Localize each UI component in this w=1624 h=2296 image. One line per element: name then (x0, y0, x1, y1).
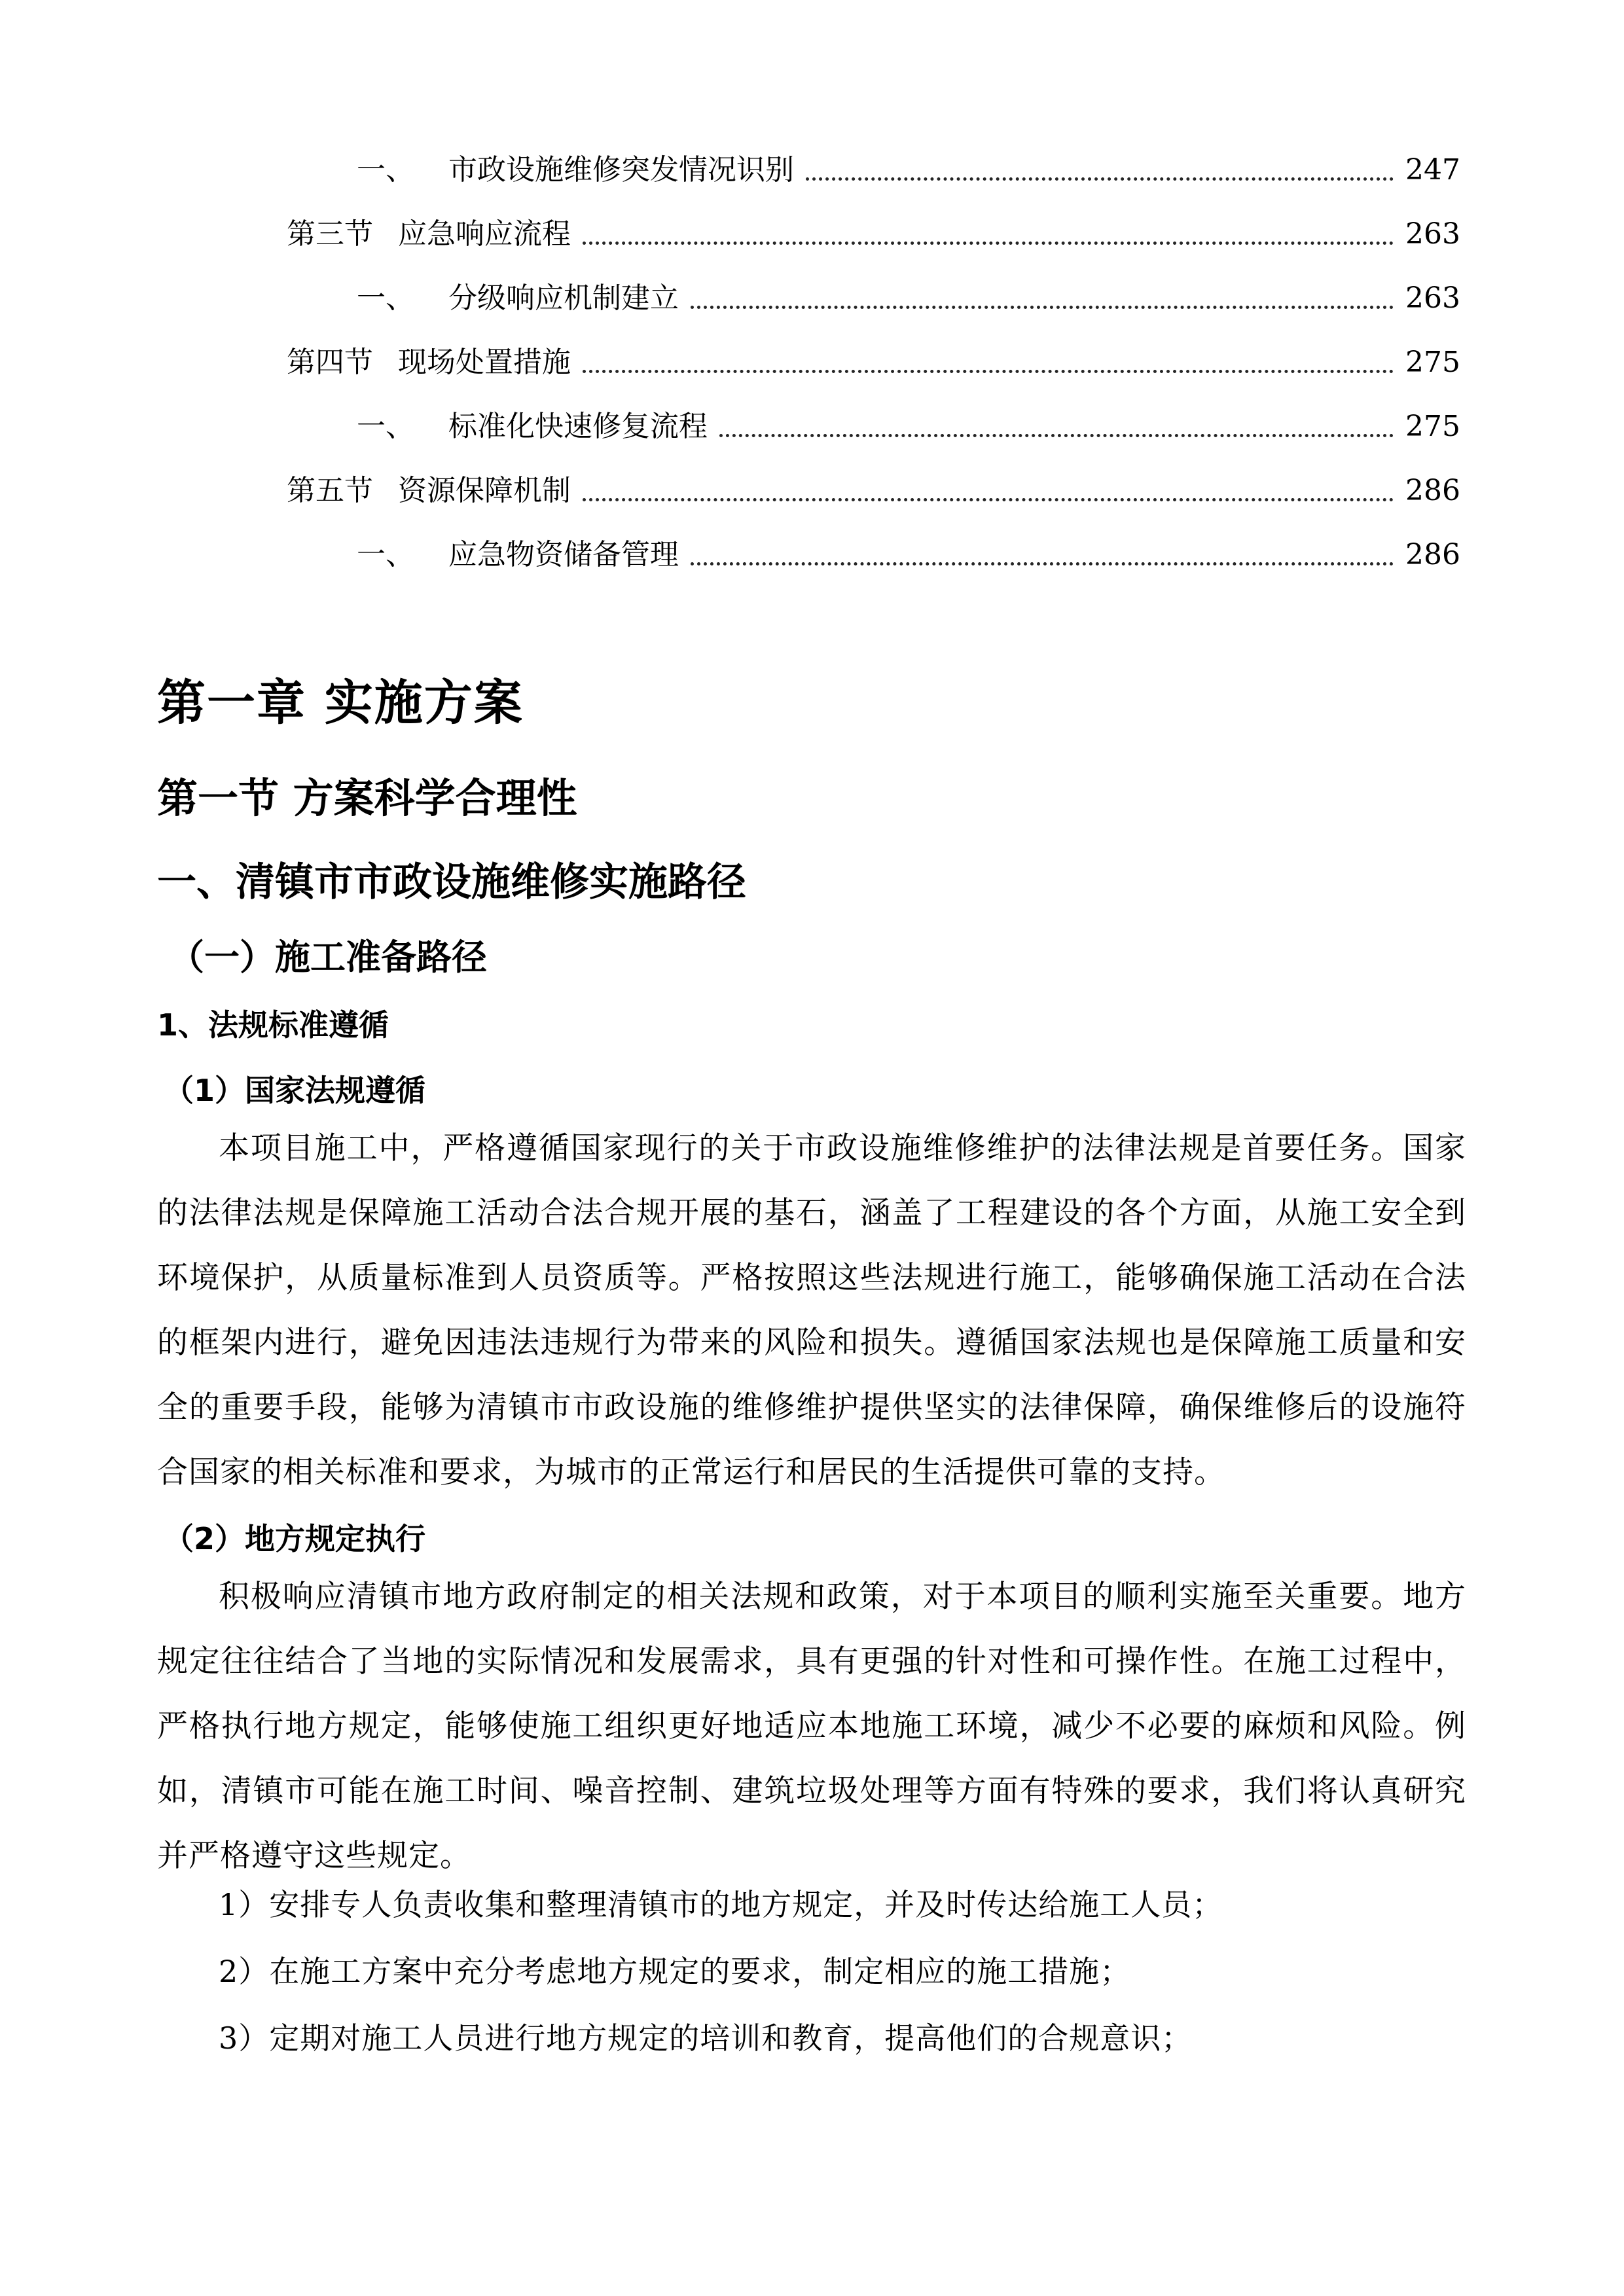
toc-entry-number: 一、 (357, 538, 414, 571)
subsection-title: 1、法规标准遵循 (157, 1007, 389, 1043)
toc-leader-dots (691, 306, 1394, 309)
toc-entry-number: 第四节 (287, 346, 373, 379)
toc-leader-dots (806, 177, 1394, 181)
chapter-title: 第一章 实施方案 (157, 675, 524, 731)
toc-entry[interactable] (357, 279, 1460, 318)
toc-entry[interactable] (287, 215, 1460, 254)
subsection-title: （一）施工准备路径 (169, 937, 487, 978)
toc-entry-title: 分级响应机制建立 (448, 281, 679, 315)
subsection-title: （1）国家法规遵循 (164, 1073, 426, 1108)
toc-entry-title: 应急物资储备管理 (448, 538, 679, 571)
toc-entry-title: 现场处置措施 (398, 346, 571, 379)
list-item: 2）在施工方案中充分考虑地方规定的要求，制定相应的施工措施； (219, 1954, 1131, 1989)
toc-entry-title: 标准化快速修复流程 (448, 410, 708, 443)
toc-entry-number: 第三节 (287, 217, 373, 251)
toc-leader-dots (583, 498, 1394, 501)
list-item: 1）安排专人负责收集和整理清镇市的地方规定，并及时传达给施工人员； (219, 1887, 1223, 1922)
toc-leader-dots (719, 434, 1394, 437)
toc-entry-page: 263 (1405, 281, 1460, 315)
toc-entry[interactable] (357, 407, 1460, 446)
toc-leader-dots (583, 242, 1394, 245)
toc-entry[interactable] (357, 535, 1460, 575)
toc-entry-page: 263 (1405, 217, 1460, 251)
toc-entry-number: 一、 (357, 410, 414, 443)
toc-entry-page: 247 (1405, 153, 1460, 187)
toc-entry-number: 一、 (357, 281, 414, 315)
toc-entry-number: 第五节 (287, 474, 373, 507)
toc-entry-title: 资源保障机制 (398, 474, 571, 507)
section-title: 第一节 方案科学合理性 (157, 774, 577, 822)
body-paragraph: 本项目施工中，严格遵循国家现行的关于市政设施维修维护的法律法规是首要任务。国家的法律法规是保障施工活动合法合规开展的基石，涵盖了工程建设的各个方面，从施工安全到环境保护，从质量标准到人员资质等。严格按照这些法规进行施工，能够确保施工活动在合法的框架内进行，避免因违法违规行为带来的风险和损失。遵循国家法规也是保障施工质量和安全的重要手段，能够为清镇市市政设施的维修维护提供坚实的法律保障，确保维修后的设施符合国家的相关标准和要求，为城市的正常运行和居民的生活提供可靠的支持。 (157, 1130, 1466, 1490)
subsection-title: （2）地方规定执行 (164, 1521, 426, 1556)
subsection-title: 一、清镇市市政设施维修实施路径 (157, 859, 746, 905)
toc-entry-title: 市政设施维修突发情况识别 (448, 153, 794, 187)
toc-entry-page: 286 (1405, 474, 1460, 507)
toc-entry-page: 286 (1405, 538, 1460, 571)
body-paragraph: 积极响应清镇市地方政府制定的相关法规和政策，对于本项目的顺利实施至关重要。地方规定往往结合了当地的实际情况和发展需求，具有更强的针对性和可操作性。在施工过程中，严格执行地方规定，能够使施工组织更好地适应本地施工环境，减少不必要的麻烦和风险。例如，清镇市可能在施工时间、噪音控制、建筑垃圾处理等方面有特殊的要求，我们将认真研究并严格遵守这些规定。 (157, 1579, 1466, 1874)
toc-leader-dots (691, 562, 1394, 565)
toc-entry[interactable] (287, 343, 1460, 382)
toc-entry[interactable] (357, 151, 1460, 190)
toc-entry-number: 一、 (357, 153, 414, 187)
toc-entry-page: 275 (1405, 410, 1460, 443)
toc-entry-title: 应急响应流程 (398, 217, 571, 251)
toc-entry[interactable] (287, 471, 1460, 511)
toc-leader-dots (583, 370, 1394, 373)
toc-entry-page: 275 (1405, 346, 1460, 379)
list-item: 3）定期对施工人员进行地方规定的培训和教育，提高他们的合规意识； (219, 2020, 1193, 2056)
